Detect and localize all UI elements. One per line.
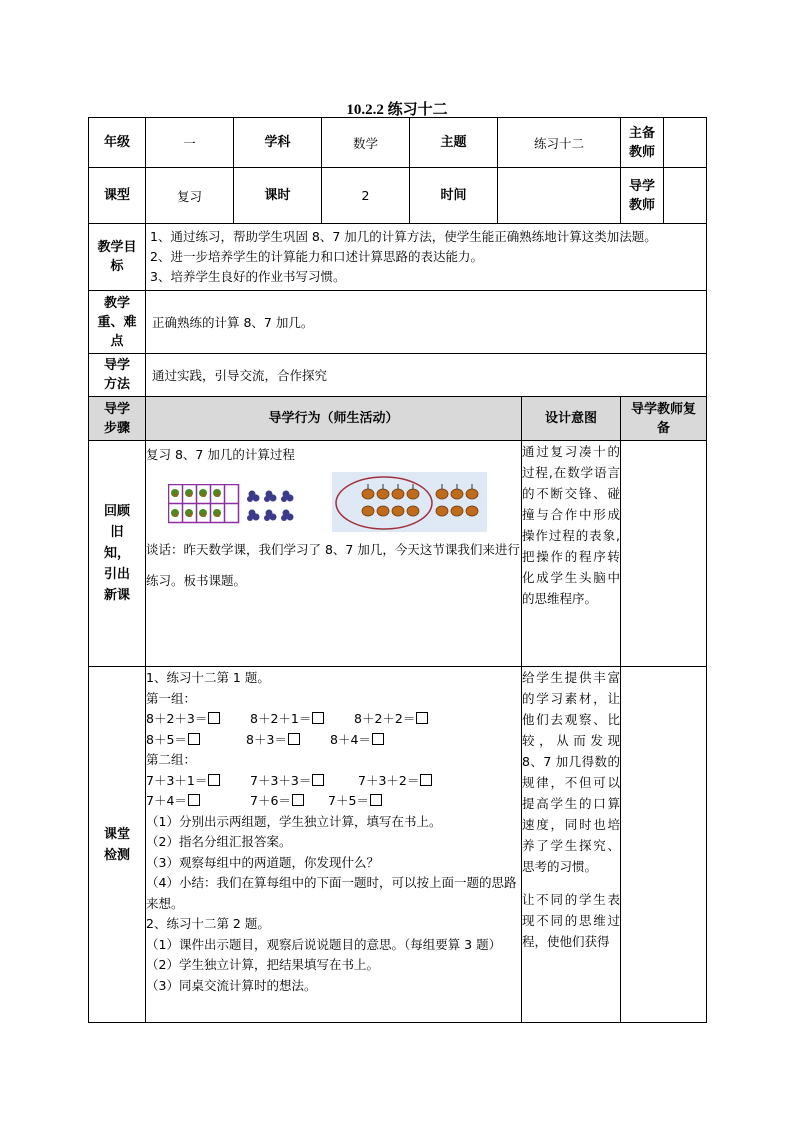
period-label: 课时	[234, 168, 322, 224]
method-text: 通过实践，引导交流，合作探究	[146, 354, 707, 397]
equation: 7＋4＝	[146, 793, 187, 808]
subject-value: 数学	[322, 118, 410, 168]
review-figures	[146, 472, 521, 532]
subject-label: 学科	[234, 118, 322, 168]
group1-row2	[146, 730, 521, 751]
answer-box[interactable]	[288, 733, 300, 745]
check-intent-1: 给学生提供丰富的学习素材，让他们去观察、比较，从而发现 8、7 加几得数的规律，不但可以提高学生的口算速度，同时也培养了学生探究、思考的习惯。	[522, 670, 621, 874]
info-row-1	[89, 118, 707, 168]
step-line: （2）学生独立计算，把结果填写在书上。	[146, 957, 379, 972]
step-line: （1）课件出示题目，观察后说说题目的意思。（每组要算 3 题）	[146, 936, 502, 952]
step-line: （3）同桌交流计算时的想法。	[146, 977, 317, 993]
review-talk: 谈话：昨天数学课，我们学习了 8、7 加几，今天这节课我们来进行练习。板书课题。	[146, 541, 520, 588]
time-value	[498, 168, 621, 224]
step-line: 2、练习十二第 2 题。	[146, 916, 270, 931]
equation: 8＋3＝	[246, 731, 287, 747]
grade-value: 一	[146, 118, 234, 168]
lead-teacher-value	[664, 118, 707, 168]
review-intent: 通过复习凑十的过程,在数学语言的不断交锋、碰撞与合作中形成操作过程的表象,把操作的程序转化成学生头脑中的思维程序。	[522, 441, 621, 667]
group1-row1	[146, 709, 521, 730]
goal-item: 1、通过练习，帮助学生巩固 8、7 加几的计算方法，使学生能正确熟练地计算这类加法题。	[150, 229, 657, 244]
method-row	[89, 354, 707, 397]
lead-teacher-label: 主备教师	[621, 118, 664, 168]
goal-item: 3、培养学生良好的作业书写习惯。	[150, 269, 346, 284]
review-header: 导学教师复备	[621, 397, 707, 441]
equation: 8＋4＝	[330, 731, 371, 747]
equation: 8＋2＋2＝	[354, 711, 416, 726]
answer-box[interactable]	[208, 712, 220, 724]
document-title: 10.2.2 练习十二	[346, 102, 448, 118]
answer-box[interactable]	[372, 733, 384, 745]
answer-box[interactable]	[416, 712, 428, 724]
key-points-label: 教学重、难点	[89, 291, 146, 354]
answer-box[interactable]	[370, 794, 382, 806]
answer-box[interactable]	[312, 774, 324, 786]
guide-teacher-value	[664, 168, 707, 224]
review-section-label: 回顾旧知，引出新课	[89, 441, 146, 667]
answer-box[interactable]	[292, 794, 304, 806]
type-label: 课型	[89, 168, 146, 224]
equation: 7＋3＋3＝	[250, 772, 312, 788]
equation: 7＋3＋1＝	[146, 772, 208, 788]
steps-label: 导学步骤	[89, 397, 146, 441]
step-line: （4）小结：我们在算每组中的下面一题时，可以按上面一题的思路来想。	[146, 875, 517, 911]
answer-box[interactable]	[208, 774, 220, 786]
goals-label: 教学目标	[89, 224, 146, 291]
topic-label: 主题	[410, 118, 498, 168]
step-line: （3）观察每组中的两道题，你发现什么？	[146, 854, 379, 870]
equation: 7＋5＝	[328, 793, 369, 808]
goals-row	[89, 224, 707, 291]
exercise-title: 1、练习十二第 1 题。	[146, 670, 270, 685]
goals-content	[146, 224, 707, 291]
group2-row2	[146, 791, 521, 812]
topic-value: 练习十二	[498, 118, 621, 168]
key-points-text: 正确熟练的计算 8、7 加几。	[146, 291, 707, 354]
grade-label: 年级	[89, 118, 146, 168]
goal-item: 2、进一步培养学生的计算能力和口述计算思路的表达能力。	[150, 249, 483, 264]
guide-teacher-label: 导学教师	[621, 168, 664, 224]
answer-box[interactable]	[312, 712, 324, 724]
key-points-row	[89, 291, 707, 354]
answer-box[interactable]	[420, 774, 432, 786]
equation: 8＋5＝	[146, 731, 187, 747]
answer-box[interactable]	[188, 794, 200, 806]
answer-box[interactable]	[188, 733, 200, 745]
check-section-row	[89, 667, 707, 1023]
activity-header: 导学行为（师生活动）	[146, 397, 522, 441]
period-value: 2	[322, 168, 410, 224]
equation: 8＋2＋3＝	[146, 711, 208, 726]
review-notes	[621, 441, 707, 667]
check-intent-2: 让不同的学生表现不同的思维过程，使他们获得	[522, 892, 621, 949]
group2-row1	[146, 771, 521, 792]
step-line: （2）指名分组汇报答案。	[146, 834, 292, 849]
equation: 7＋6＝	[250, 793, 291, 808]
equation: 7＋3＋2＝	[358, 772, 420, 788]
intent-header: 设计意图	[522, 397, 621, 441]
review-section-content	[146, 441, 522, 667]
steps-header-row	[89, 397, 707, 441]
bead-counter-icon	[332, 472, 487, 532]
grape-grid-icon	[168, 484, 303, 526]
info-row-2	[89, 168, 707, 224]
group1-label: 第一组：	[146, 690, 197, 706]
review-section-row	[89, 441, 707, 667]
check-section-label: 课堂检测	[89, 667, 146, 1023]
lesson-plan-table	[88, 117, 707, 1023]
type-value: 复习	[146, 168, 234, 224]
step-line: （1）分别出示两组题，学生独立计算，填写在书上。	[146, 813, 442, 829]
check-intent	[522, 667, 621, 1023]
method-label: 导学方法	[89, 354, 146, 397]
time-label: 时间	[410, 168, 498, 224]
check-notes	[621, 667, 707, 1023]
group2-label: 第二组：	[146, 752, 197, 767]
check-section-content	[146, 667, 522, 1023]
equation: 8＋2＋1＝	[250, 711, 312, 726]
review-heading: 复习 8、7 加几的计算过程	[146, 447, 295, 462]
